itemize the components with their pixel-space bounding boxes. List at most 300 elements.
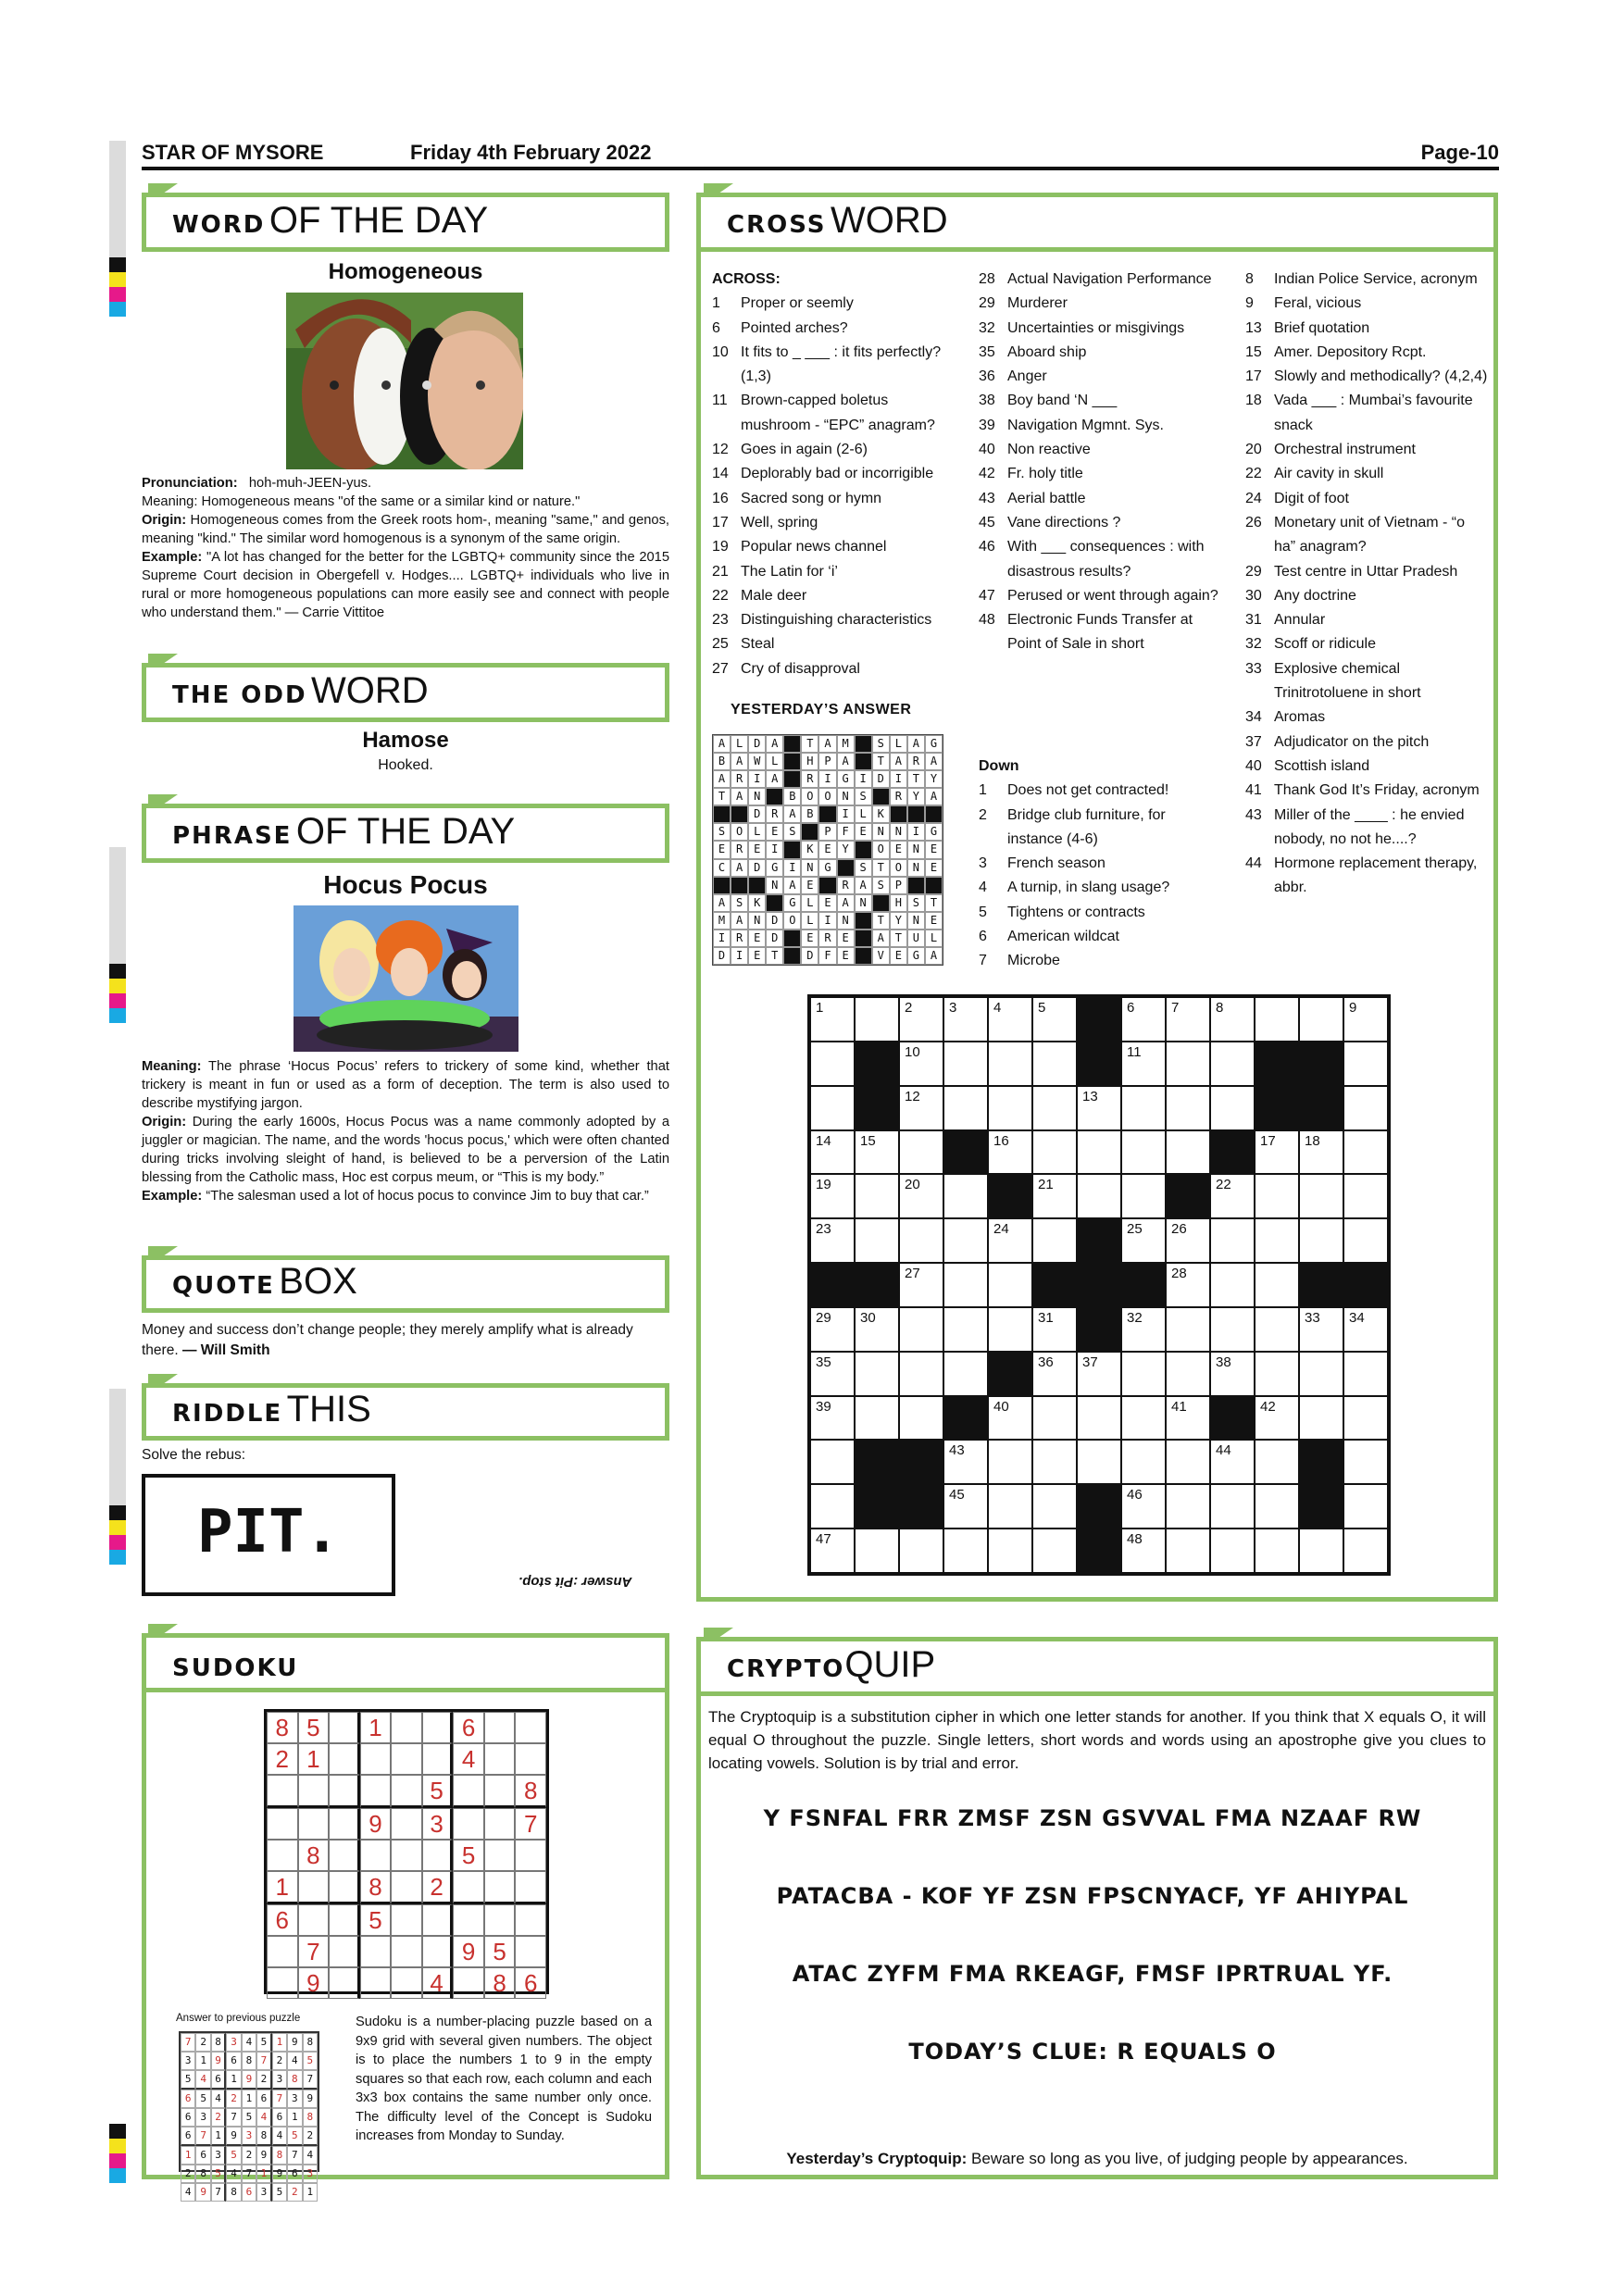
sudoku-cell[interactable] [360,1936,392,1967]
sudoku-cell[interactable] [267,1936,298,1967]
crossword-cell[interactable] [1210,1484,1255,1529]
sudoku-cell[interactable] [391,1840,422,1871]
clue-number: 47 [979,587,995,604]
answer-cell: F [837,823,855,841]
crossword-cell[interactable] [1032,1130,1077,1175]
crossword-cell[interactable] [899,1130,943,1175]
crossword-cell[interactable] [1077,1130,1121,1175]
answer-cell: N [907,912,925,930]
crossword-cell[interactable] [1255,1174,1299,1218]
crossword-cell[interactable] [1343,1130,1388,1175]
crossword-cell[interactable] [1343,1396,1388,1441]
sudoku-cell[interactable] [515,1743,546,1775]
crossword-cell[interactable] [1210,1529,1255,1573]
crossword-cell[interactable] [899,1396,943,1441]
sudoku-cell[interactable] [484,1808,516,1840]
crossword-cell[interactable] [1299,997,1343,1042]
crossword-cell[interactable] [810,1440,855,1484]
crossword-cell[interactable] [943,1042,988,1086]
crossword-cell[interactable] [899,1174,943,1218]
crossword-cell[interactable] [988,1130,1032,1175]
page-number: Page-10 [1420,141,1499,164]
crossword-cell[interactable] [1166,1218,1210,1263]
color-swatch [109,993,126,1008]
crossword-cell[interactable] [1210,1263,1255,1307]
clue-item [712,462,956,486]
crossword-cell[interactable] [943,1174,988,1218]
answer-cell: A [731,753,748,770]
crossword-cell[interactable] [1343,997,1388,1042]
crossword-cell[interactable] [1210,1440,1255,1484]
sudoku-cell[interactable] [515,1871,546,1904]
sudoku-cell[interactable] [391,1743,422,1775]
crossword-cell[interactable] [1166,1484,1210,1529]
clue-text: Indian Police Service, acronym [1274,271,1478,287]
crossword-cell[interactable] [988,997,1032,1042]
answer-cell [783,735,801,753]
crossword-cell[interactable] [1166,1396,1210,1441]
crossword-cell[interactable] [1343,1484,1388,1529]
phrase-text-body: Meaning: The phrase ‘Hocus Pocus’ refers to trickery of some kind, whether that trickery is meant in fun or used as a form of deception. The term is also used to describe mystifying jargon. Origin: During the early 1600s, Hocus Pocus was a name commonly adopted by a juggler or magician. The name, and the words 'hocus pocus,' which were often chanted during tricks involving sleight of hand, is believed to be a perversion of the Latin blessing from the Catholic mass, Hoc est corpus meum, or “This is my body.” Example: “The salesman used a lot of hocus pocus to convince Jim to buy that car.” [142,1059,669,1204]
crossword-cell[interactable] [1032,1529,1077,1573]
crossword-cell[interactable] [943,997,988,1042]
rebus-text: PIT. [196,1498,341,1566]
answer-cell: E [837,930,855,947]
sudoku-cell[interactable] [329,1840,360,1871]
sudoku-cell[interactable] [360,1967,392,1999]
crossword-cell[interactable] [1121,1307,1166,1352]
crossword-cell[interactable] [943,1263,988,1307]
crossword-black-cell [1343,1263,1388,1307]
sudoku-answer-cell: 6 [226,2052,241,2070]
clue-number: 41 [1245,782,1262,799]
answer-cell [837,859,855,877]
clue-item [712,657,956,681]
clue-number: 37 [1245,733,1262,750]
crossword-cell[interactable] [1121,1218,1166,1263]
sudoku-cell[interactable] [484,1840,516,1871]
clue-number: 7 [979,953,987,969]
cell-number: 9 [1349,1000,1357,1016]
answer-cell: E [713,841,731,858]
crossword-cell[interactable] [810,1396,855,1441]
sudoku-cell[interactable] [391,1904,422,1936]
crossword-cell[interactable] [855,1218,899,1263]
crossword-cell[interactable] [988,1307,1032,1352]
crossword-black-cell [899,1484,943,1529]
answer-cell [748,877,766,894]
crossword-cell[interactable] [1299,1307,1343,1352]
crossword-cell[interactable] [1255,997,1299,1042]
sudoku-answer-cell: 9 [226,2127,241,2146]
clue-item [1245,560,1488,584]
crossword-cell[interactable] [943,1529,988,1573]
sudoku-answer-cell: 2 [272,2052,287,2070]
sudoku-cell[interactable] [329,1967,360,1999]
crossword-cell[interactable] [810,997,855,1042]
clue-text: Brown-capped boletus mushroom - “EPC” anagram? [741,393,935,433]
crossword-cell[interactable] [988,1218,1032,1263]
sudoku-cell[interactable] [391,1936,422,1967]
sudoku-cell[interactable] [329,1904,360,1936]
crossword-cell[interactable] [1121,1529,1166,1573]
sudoku-answer-cell: 5 [272,2183,287,2202]
crossword-cell[interactable] [1032,1307,1077,1352]
sudoku-cell[interactable] [360,1775,392,1808]
sudoku-cell: 4 [422,1967,454,1999]
sudoku-cell[interactable] [391,1967,422,1999]
answer-cell: R [731,841,748,858]
sudoku-cell[interactable] [329,1808,360,1840]
clue-item [712,511,956,535]
crossword-cell[interactable] [1255,1440,1299,1484]
crossword-black-cell [855,1484,899,1529]
answer-cell: A [925,947,943,965]
crossword-black-cell [899,1440,943,1484]
sudoku-cell[interactable] [329,1871,360,1904]
sudoku-cell[interactable] [298,1808,330,1840]
crossword-cell[interactable] [1032,1396,1077,1441]
quote-title: QUOTE BOX [142,1255,669,1313]
clue-number: 15 [1245,343,1262,360]
crossword-cell[interactable] [1210,1174,1255,1218]
clue-text: Well, spring [741,514,818,530]
crossword-cell[interactable] [1077,1396,1121,1441]
crossword-cell[interactable] [1299,1529,1343,1573]
sudoku-cell: 5 [360,1904,392,1936]
crossword-cell[interactable] [810,1484,855,1529]
sudoku-cell[interactable] [329,1743,360,1775]
sudoku-cell[interactable] [298,1904,330,1936]
crossword-cell[interactable] [1343,1529,1388,1573]
crossword-cell[interactable] [988,1440,1032,1484]
clue-number: 24 [1245,490,1262,506]
sudoku-cell[interactable] [298,1871,330,1904]
sudoku-cell[interactable] [267,1775,298,1808]
answer-cell: L [766,753,783,770]
clue-number: 3 [979,855,987,872]
crossword-cell[interactable] [1299,1174,1343,1218]
crossword-cell[interactable] [899,1352,943,1396]
sudoku-cell[interactable] [453,1904,484,1936]
cell-number: 29 [816,1309,831,1326]
phrase-text: Hocus Pocus [323,870,488,899]
clue-text: Aromas [1274,709,1326,726]
crossword-cell[interactable] [1255,1352,1299,1396]
cell-number: 1 [816,1000,824,1016]
crossword-cell[interactable] [1121,1484,1166,1529]
crossword-cell[interactable] [1255,1484,1299,1529]
sudoku-answer-cell: 7 [226,2108,241,2127]
sudoku-cell[interactable] [422,1904,454,1936]
crossword-cell[interactable] [988,1086,1032,1130]
crossword-cell[interactable] [1121,1130,1166,1175]
crossword-cell[interactable] [899,1307,943,1352]
crossword-cell[interactable] [899,1218,943,1263]
crossword-cell[interactable] [1121,997,1166,1042]
crossword-cell[interactable] [1121,1396,1166,1441]
crossword-cell[interactable] [1166,1529,1210,1573]
crossword-cell[interactable] [1121,1174,1166,1218]
crossword-cell[interactable] [1210,997,1255,1042]
sudoku-cell[interactable] [422,1936,454,1967]
crossword-cell[interactable] [899,1042,943,1086]
clue-item [1245,511,1488,560]
cell-number: 35 [816,1354,831,1370]
sudoku-cell[interactable] [360,1743,392,1775]
clue-text: Bridge club furniture, for instance (4-6) [1007,806,1166,847]
answer-cell: G [925,735,943,753]
crossword-cell[interactable] [1032,1086,1077,1130]
crossword-cell[interactable] [810,1307,855,1352]
sudoku-answer-cell: 8 [242,2052,256,2070]
sudoku-cell[interactable] [515,1840,546,1871]
sudoku-cell[interactable] [422,1840,454,1871]
clue-number: 6 [712,319,720,336]
clue-text: Steal [741,636,775,653]
clue-item [1245,462,1488,486]
crossword-cell[interactable] [1166,1042,1210,1086]
crossword-cell[interactable] [1166,1440,1210,1484]
sudoku-cell[interactable] [329,1936,360,1967]
sudoku-answer-cell: 2 [303,2127,318,2146]
cell-number: 10 [905,1043,920,1060]
crossword-cell[interactable] [810,1130,855,1175]
crossword-cell[interactable] [1166,997,1210,1042]
sudoku-cell[interactable] [391,1775,422,1808]
sudoku-cell: 1 [298,1743,330,1775]
sudoku-grid[interactable] [264,1709,549,1997]
clue-number: 17 [712,514,729,530]
crossword-cell[interactable] [1255,1307,1299,1352]
crossword-cell[interactable] [988,1529,1032,1573]
crossword-cell[interactable] [1210,1042,1255,1086]
crossword-cell[interactable] [810,1352,855,1396]
answer-cell [925,877,943,894]
crossword-cell[interactable] [810,1086,855,1130]
crossword-cell[interactable] [810,1218,855,1263]
sudoku-cell[interactable] [484,1743,516,1775]
cell-number: 25 [1127,1221,1143,1238]
answer-cell: A [890,753,907,770]
crossword-cell[interactable] [943,1484,988,1529]
cell-number: 15 [860,1132,876,1149]
crossword-cell[interactable] [1032,1352,1077,1396]
sudoku-cell[interactable] [267,1967,298,1999]
crossword-cell[interactable] [1121,1086,1166,1130]
clue-number: 14 [712,466,729,482]
crossword-cell[interactable] [1032,1440,1077,1484]
answer-cell: T [801,735,818,753]
crossword-cell[interactable] [899,1086,943,1130]
crossword-cell[interactable] [1077,1352,1121,1396]
crossword-cell[interactable] [988,1396,1032,1441]
crossword-cell[interactable] [855,1396,899,1441]
crossword-cell[interactable] [899,1263,943,1307]
sudoku-cell[interactable] [391,1712,422,1743]
cell-number: 7 [1171,1000,1180,1016]
crossword-cell[interactable] [943,1218,988,1263]
sudoku-cell[interactable] [453,1967,484,1999]
sudoku-cell[interactable] [360,1840,392,1871]
clue-text: Hormone replacement therapy, abbr. [1274,855,1478,896]
answer-cell: N [855,894,872,912]
clue-text: Annular [1274,612,1326,629]
answer-cell [731,805,748,823]
crossword-cell[interactable] [855,1307,899,1352]
sudoku-cell[interactable] [267,1808,298,1840]
crossword-cell[interactable] [943,1307,988,1352]
answer-cell: E [748,930,766,947]
clue-number: 26 [1245,514,1262,530]
crossword-cell[interactable] [810,1529,855,1573]
clue-text: Any doctrine [1274,587,1356,604]
crossword-cell[interactable] [1299,1130,1343,1175]
clue-number: 43 [1245,806,1262,823]
sudoku-cell: 5 [484,1936,516,1967]
crossword-cell[interactable] [1299,1352,1343,1396]
crossword-cell[interactable] [1343,1218,1388,1263]
crossword-cell[interactable] [1166,1130,1210,1175]
crossword-cell[interactable] [1077,1440,1121,1484]
crossword-cell[interactable] [1032,997,1077,1042]
answer-cell: G [925,823,943,841]
answer-cell: A [925,788,943,805]
crossword-cell[interactable] [1255,1529,1299,1573]
sudoku-cell[interactable] [484,1775,516,1808]
crossword-cell[interactable] [1210,1218,1255,1263]
crossword-cell[interactable] [1255,1396,1299,1441]
clue-item [979,779,1221,803]
crossword-cell[interactable] [988,1042,1032,1086]
sudoku-cell[interactable] [298,1775,330,1808]
crossword-cell[interactable] [1032,1042,1077,1086]
sudoku-cell: 6 [453,1712,484,1743]
cell-number: 27 [905,1266,920,1282]
answer-cell: A [783,877,801,894]
crossword-cell[interactable] [1255,1130,1299,1175]
crossword-cell[interactable] [1166,1352,1210,1396]
crossword-cell[interactable] [1343,1086,1388,1130]
crossword-cell[interactable] [1077,1174,1121,1218]
answer-cell: N [872,823,890,841]
cell-number: 31 [1038,1309,1054,1326]
sudoku-cell[interactable] [422,1743,454,1775]
sudoku-cell[interactable] [453,1808,484,1840]
crossword-cell[interactable] [855,1130,899,1175]
crossword-cell[interactable] [1121,1440,1166,1484]
homogeneous-photo [286,293,523,469]
crossword-black-cell [1210,1130,1255,1175]
sudoku-answer-cell: 9 [287,2033,302,2052]
crossword-cell[interactable] [1121,1352,1166,1396]
crossword-cell[interactable] [899,1529,943,1573]
crossword-cell[interactable] [988,1484,1032,1529]
crossword-cell[interactable] [988,1263,1032,1307]
cell-number: 16 [993,1132,1009,1149]
clue-text: Amer. Depository Rcpt. [1274,343,1427,360]
crossword-cell[interactable] [1299,1396,1343,1441]
answer-cell: W [748,753,766,770]
crossword-cell[interactable] [1166,1263,1210,1307]
crossword-cell[interactable] [1343,1307,1388,1352]
crossword-cell[interactable] [855,1529,899,1573]
sudoku-cell[interactable] [484,1871,516,1904]
crossword-cell[interactable] [1077,1086,1121,1130]
clue-item [979,511,1221,535]
sudoku-cell: 7 [298,1936,330,1967]
crossword-cell[interactable] [1210,1086,1255,1130]
crossword-cell[interactable] [943,1440,988,1484]
crossword-cell[interactable] [1343,1352,1388,1396]
crossword-cell[interactable] [810,1174,855,1218]
crossword-cell[interactable] [1032,1484,1077,1529]
answer-cell: I [748,770,766,788]
sudoku-answer-cell: 3 [272,2070,287,2090]
crossword-cell[interactable] [943,1086,988,1130]
crossword-cell[interactable] [1032,1218,1077,1263]
crossword-cell[interactable] [1343,1440,1388,1484]
crossword-cell[interactable] [810,1042,855,1086]
clue-item [712,535,956,559]
sudoku-answer-cell: 3 [195,2108,210,2127]
answer-cell: L [801,912,818,930]
sudoku-cell[interactable] [453,1871,484,1904]
sudoku-cell[interactable] [329,1712,360,1743]
answer-cell: B [713,753,731,770]
crossword-cell[interactable] [1166,1307,1210,1352]
crossword-cell[interactable] [1166,1086,1210,1130]
sudoku-answer-cell: 1 [272,2033,287,2052]
sudoku-answer-cell: 1 [226,2070,241,2090]
crossword-cell[interactable] [1255,1263,1299,1307]
color-swatch [109,272,126,287]
crossword-cell[interactable] [899,997,943,1042]
crossword-cell[interactable] [855,1174,899,1218]
crossword-cell[interactable] [1255,1218,1299,1263]
crossword-cell[interactable] [855,1352,899,1396]
crossword-cell[interactable] [1343,1174,1388,1218]
sudoku-answer-cell: 2 [256,2070,271,2090]
crossword-grid[interactable] [807,994,1391,1576]
crossword-cell[interactable] [855,997,899,1042]
answer-cell: A [713,735,731,753]
sudoku-cell[interactable] [391,1808,422,1840]
sudoku-cell[interactable] [515,1936,546,1967]
answer-cell: T [872,753,890,770]
clue-text: Aboard ship [1007,343,1087,360]
crossword-cell[interactable] [943,1352,988,1396]
crossword-cell[interactable] [1343,1042,1388,1086]
crossword-cell[interactable] [1210,1352,1255,1396]
crossword-cell[interactable] [1210,1307,1255,1352]
sudoku-cell[interactable] [515,1904,546,1936]
sudoku-cell[interactable] [267,1840,298,1871]
sudoku-cell[interactable] [515,1712,546,1743]
sudoku-cell[interactable] [391,1871,422,1904]
clue-number: 29 [979,295,995,312]
sudoku-cell[interactable] [329,1775,360,1808]
crossword-cell[interactable] [1299,1218,1343,1263]
answer-cell: S [713,823,731,841]
sudoku-cell[interactable] [484,1712,516,1743]
sudoku-cell[interactable] [422,1712,454,1743]
sudoku-cell[interactable] [484,1904,516,1936]
crossword-cell[interactable] [1032,1174,1077,1218]
sudoku-cell[interactable] [453,1775,484,1808]
crossword-cell[interactable] [1121,1042,1166,1086]
answer-cell: G [783,894,801,912]
